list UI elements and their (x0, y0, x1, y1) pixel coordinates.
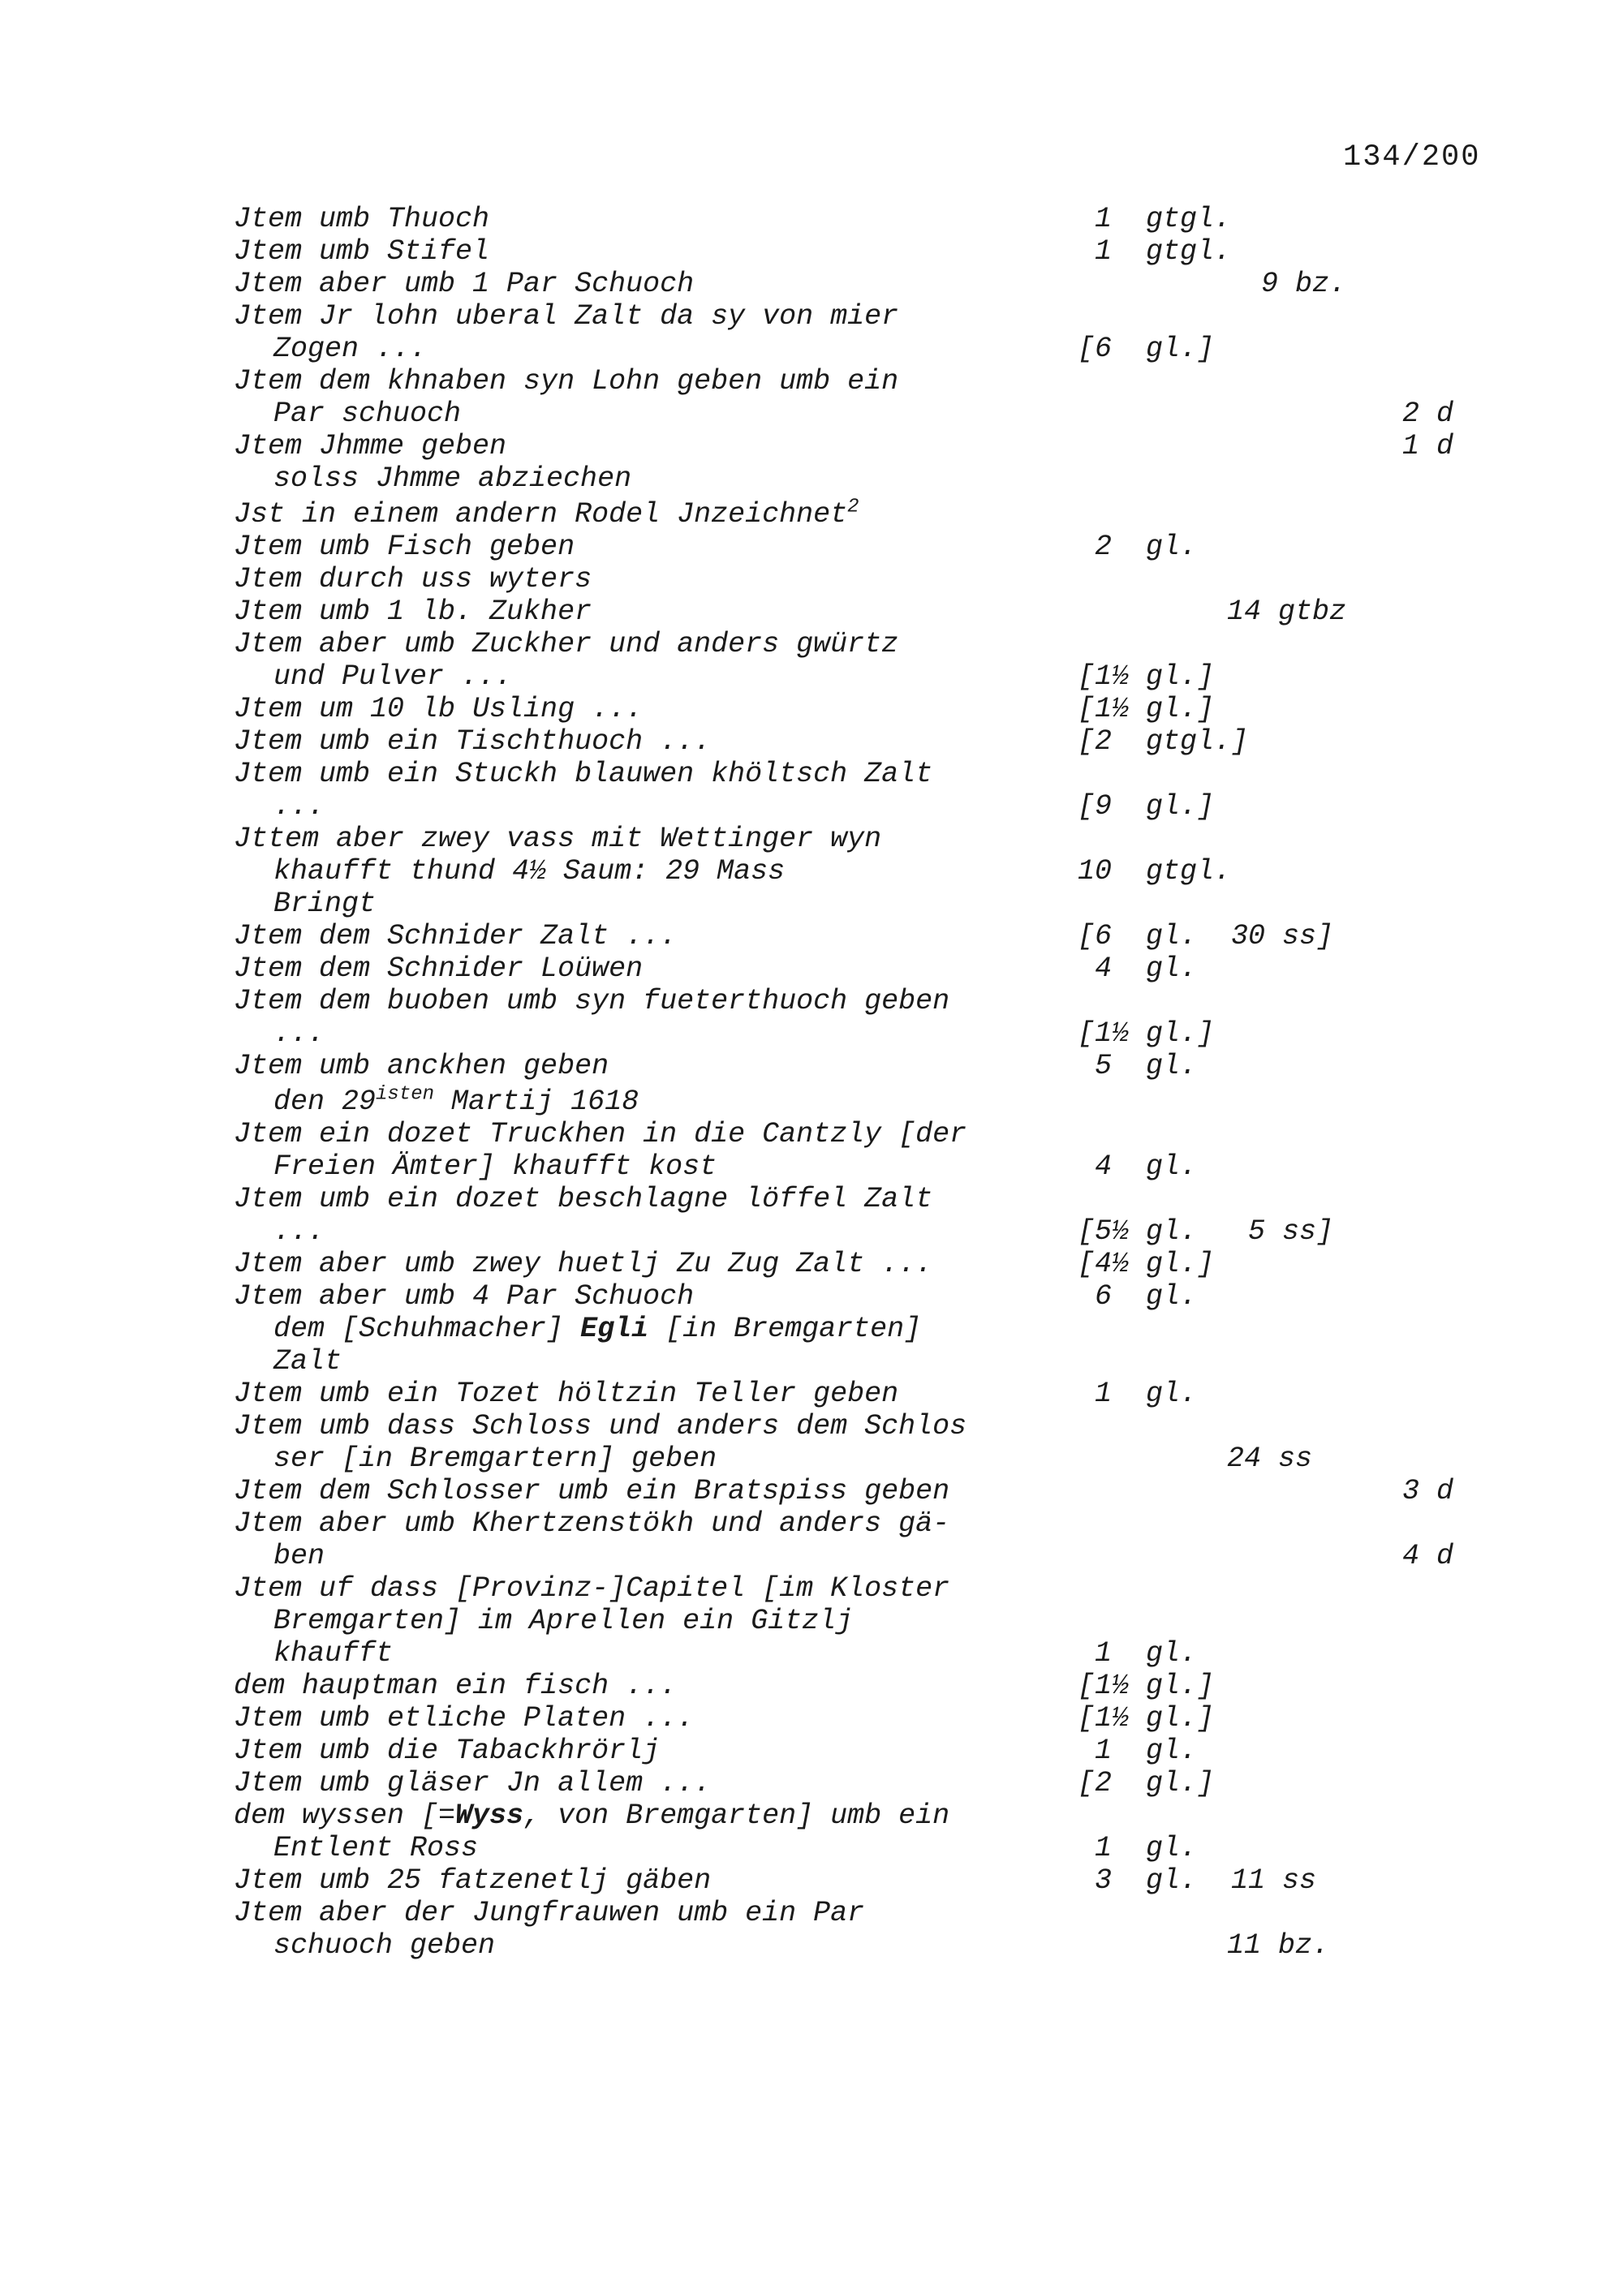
ledger-line (0, 660, 1623, 693)
amount-col-a: 1 gl. (1078, 1637, 1198, 1670)
entry-text: dem [Schuhmacher] Egli [in Bremgarten] (273, 1313, 922, 1345)
ledger-line (0, 952, 1623, 985)
amount-col-a: 5 gl. (1078, 1050, 1198, 1082)
ledger-line (0, 462, 1623, 495)
ledger-line (0, 1799, 1623, 1832)
entry-text: Jtem umb die Tabackhrörlj (234, 1735, 661, 1767)
entry-text: Jtem dem khnaben syn Lohn geben umb ein (234, 365, 899, 398)
amount-col-b: 24 ss (1227, 1443, 1313, 1475)
amount-col-a: 6 gl. (1078, 1280, 1198, 1313)
ledger-line (0, 855, 1623, 888)
entry-text: khaufft (273, 1637, 394, 1670)
amount-col-a: [1½ gl.] (1078, 1702, 1215, 1735)
amount-col-b: 9 bz. (1227, 268, 1347, 300)
ledger-line (0, 1443, 1623, 1475)
entry-text: Jtem umb Fisch geben (234, 531, 575, 563)
entry-text: Jtem aber umb 4 Par Schuoch (234, 1280, 695, 1313)
entry-text: Entlent Ross (273, 1832, 479, 1864)
ordinal-superscript: isten (376, 1083, 435, 1106)
page-number: 134/200 (1343, 140, 1481, 174)
ledger-line (0, 1767, 1623, 1799)
ledger-line (0, 985, 1623, 1017)
amount-col-a: [6 gl.] (1078, 333, 1215, 365)
name-bold: Wyss (455, 1799, 524, 1832)
entry-text: Jtem umb ein Stuckh blauwen khöltsch Zalt (234, 758, 933, 790)
amount-col-b: 11 bz. (1227, 1929, 1330, 1962)
amount-col-a: 4 gl. (1078, 1150, 1198, 1183)
entry-text: Par schuoch (273, 398, 462, 430)
amount-col-a: 3 gl. 11 ss (1078, 1864, 1317, 1897)
amount-col-c: 4 d (1402, 1540, 1454, 1572)
ledger-line (0, 563, 1623, 595)
entry-text: Zogen ... (273, 333, 428, 365)
entry-text: Jtem dem Schlosser umb ein Bratspiss geben (234, 1475, 950, 1507)
amount-col-b: 14 gtbz (1227, 595, 1347, 628)
entry-text: Jtem umb 25 fatzenetlj gäben (234, 1864, 712, 1897)
ledger-line (0, 823, 1623, 855)
amount-col-a: 10 gtgl. (1078, 855, 1232, 888)
ledger-line (0, 1118, 1623, 1150)
ledger-line (0, 1670, 1623, 1702)
amount-col-a: [2 gl.] (1078, 1767, 1215, 1799)
ledger-lines (0, 203, 1623, 1962)
ledger-line (0, 1864, 1623, 1897)
entry-text: solss Jhmme abziechen (273, 462, 632, 495)
ledger-line (0, 920, 1623, 952)
ledger-line (0, 790, 1623, 823)
ledger-line (0, 1215, 1623, 1248)
amount-col-a: [1½ gl.] (1078, 1670, 1215, 1702)
ledger-line (0, 628, 1623, 660)
amount-col-a: 4 gl. (1078, 952, 1198, 985)
ledger-line (0, 1248, 1623, 1280)
entry-text: Jtem aber umb Zuckher und anders gwürtz (234, 628, 899, 660)
amount-col-a: [2 gtgl.] (1078, 725, 1249, 758)
entry-text: Jtem durch uss wyters (234, 563, 592, 595)
ledger-line (0, 1637, 1623, 1670)
entry-text: Freien Ämter] khaufft kost (273, 1150, 717, 1183)
entry-text: ... (273, 1215, 325, 1248)
entry-text: Zalt (273, 1345, 342, 1378)
ledger-line (0, 365, 1623, 398)
ledger-line (0, 1475, 1623, 1507)
ledger-line (0, 1897, 1623, 1929)
ledger-line (0, 1507, 1623, 1540)
ledger-line (0, 1345, 1623, 1378)
amount-col-a: 1 gtgl. (1078, 203, 1232, 235)
ledger-line (0, 758, 1623, 790)
ledger-line (0, 1832, 1623, 1864)
ledger-line (0, 495, 1623, 531)
entry-text: Jtem dem buoben umb syn fueterthuoch geben (234, 985, 950, 1017)
entry-text: Jtem umb Stifel (234, 235, 490, 268)
ledger-line (0, 1150, 1623, 1183)
entry-text: dem wyssen [=Wyss, von Bremgarten] umb ein (234, 1799, 950, 1832)
ledger-line (0, 235, 1623, 268)
entry-text: Jst in einem andern Rodel Jnzeichnet$^2$ (234, 496, 859, 531)
entry-text: Jtem umb anckhen geben (234, 1050, 609, 1082)
ledger-line (0, 1735, 1623, 1767)
ledger-line (0, 1313, 1623, 1345)
ledger-line (0, 1082, 1623, 1118)
amount-col-a: 1 gl. (1078, 1378, 1198, 1410)
ledger-line (0, 693, 1623, 725)
entry-text: khaufft thund 4½ Saum: 29 Mass (273, 855, 786, 888)
entry-text: Jtem umb 1 lb. Zukher (234, 595, 592, 628)
entry-text: Bremgarten] im Aprellen ein Gitzlj (273, 1605, 854, 1637)
entry-text: Jtem dem Schnider Zalt ... (234, 920, 678, 952)
entry-text: den $29^{isten}$ Martij 1618 (273, 1083, 639, 1118)
entry-text: Jtem umb ein dozet beschlagne löffel Zalt (234, 1183, 933, 1215)
ledger-line (0, 1702, 1623, 1735)
entry-text: Jtem aber der Jungfrauwen umb ein Par (234, 1897, 865, 1929)
entry-text: Jtem umb ein Tischthuoch ... (234, 725, 712, 758)
ledger-line (0, 268, 1623, 300)
ledger-line (0, 1017, 1623, 1050)
footnote-marker: 2 (847, 496, 859, 518)
ledger-line (0, 888, 1623, 920)
amount-col-c: 2 d (1402, 398, 1454, 430)
amount-col-a: [1½ gl.] (1078, 1017, 1215, 1050)
amount-col-a: [4½ gl.] (1078, 1248, 1215, 1280)
ledger-line (0, 333, 1623, 365)
amount-col-c: 1 d (1402, 430, 1454, 462)
entry-text: ... (273, 1017, 325, 1050)
ledger-line (0, 203, 1623, 235)
ledger-line (0, 1410, 1623, 1443)
entry-text: Jtem aber umb 1 Par Schuoch (234, 268, 695, 300)
ledger-line (0, 595, 1623, 628)
name-bold: Egli (580, 1313, 649, 1345)
ledger-line (0, 1280, 1623, 1313)
entry-text: ben (273, 1540, 325, 1572)
entry-text: Bringt (273, 888, 377, 920)
entry-text: Jtem umb dass Schloss und anders dem Schlos (234, 1410, 967, 1443)
entry-text: Jtem uf dass [Provinz-]Capitel [im Kloster (234, 1572, 950, 1605)
amount-col-a: [5½ gl. 5 ss] (1078, 1215, 1334, 1248)
amount-col-c: 3 d (1402, 1475, 1454, 1507)
ledger-line (0, 1183, 1623, 1215)
ledger-line (0, 1540, 1623, 1572)
entry-text: Jtem um 10 lb Usling ... (234, 693, 644, 725)
entry-text: Jtem aber umb Khertzenstökh und anders gä- (234, 1507, 950, 1540)
ledger-line (0, 300, 1623, 333)
ledger-line (0, 1572, 1623, 1605)
ledger-line (0, 1605, 1623, 1637)
ledger-line (0, 1378, 1623, 1410)
ledger-line (0, 1929, 1623, 1962)
ledger-line (0, 430, 1623, 462)
amount-col-a: 1 gtgl. (1078, 235, 1232, 268)
entry-text: Jtem umb Thuoch (234, 203, 490, 235)
entry-text: Jttem aber zwey vass mit Wettinger wyn (234, 823, 882, 855)
entry-text: Jtem umb ein Tozet höltzin Teller geben (234, 1378, 899, 1410)
entry-text: und Pulver ... (273, 660, 513, 693)
amount-col-a: [1½ gl.] (1078, 693, 1215, 725)
entry-text: Jtem dem Schnider Loüwen (234, 952, 644, 985)
entry-text: Jtem Jr lohn uberal Zalt da sy von mier (234, 300, 899, 333)
entry-text: Jtem Jhmme geben (234, 430, 507, 462)
amount-col-a: [1½ gl.] (1078, 660, 1215, 693)
ledger-line (0, 1050, 1623, 1082)
amount-col-a: [6 gl. 30 ss] (1078, 920, 1334, 952)
entry-text: Jtem ein dozet Truckhen in die Cantzly [der (234, 1118, 967, 1150)
entry-text: dem hauptman ein fisch ... (234, 1670, 678, 1702)
entry-text: Jtem umb gläser Jn allem ... (234, 1767, 712, 1799)
ledger-line (0, 725, 1623, 758)
amount-col-a: 1 gl. (1078, 1735, 1198, 1767)
entry-text: Jtem aber umb zwey huetlj Zu Zug Zalt ... (234, 1248, 933, 1280)
ledger-line (0, 531, 1623, 563)
entry-text: ser [in Bremgartern] geben (273, 1443, 717, 1475)
amount-col-a: [9 gl.] (1078, 790, 1215, 823)
amount-col-a: 1 gl. (1078, 1832, 1198, 1864)
entry-text: ... (273, 790, 325, 823)
entry-text: schuoch geben (273, 1929, 496, 1962)
amount-col-a: 2 gl. (1078, 531, 1198, 563)
entry-text: Jtem umb etliche Platen ... (234, 1702, 695, 1735)
ledger-line (0, 398, 1623, 430)
